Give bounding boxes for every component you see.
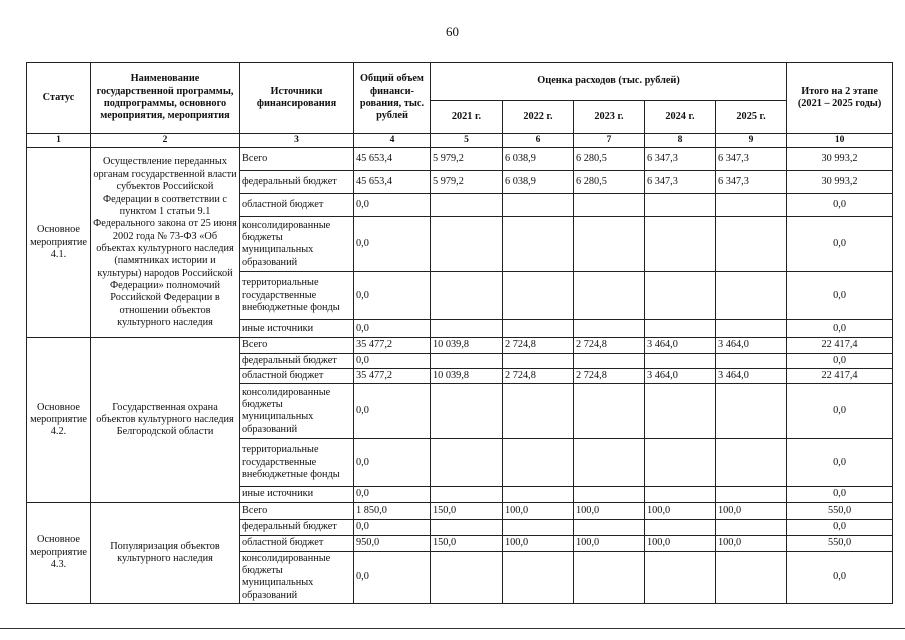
year-value-cell bbox=[431, 320, 503, 338]
funding-source-cell: Всего bbox=[240, 502, 354, 519]
total-volume-cell: 0,0 bbox=[354, 353, 431, 368]
year-value-cell: 100,0 bbox=[574, 502, 645, 519]
year-value-cell bbox=[503, 384, 574, 439]
year-value-cell bbox=[716, 519, 787, 535]
funding-source-cell: Всего bbox=[240, 338, 354, 353]
year-value-cell bbox=[574, 439, 645, 487]
year-value-cell bbox=[574, 487, 645, 502]
year-value-cell bbox=[574, 519, 645, 535]
itogo-value-cell: 0,0 bbox=[787, 217, 893, 272]
year-value-cell bbox=[431, 194, 503, 217]
year-value-cell bbox=[645, 439, 716, 487]
itogo-value-cell: 30 993,2 bbox=[787, 171, 893, 194]
year-value-cell bbox=[503, 353, 574, 368]
total-volume-cell: 0,0 bbox=[354, 519, 431, 535]
itogo-value-cell: 22 417,4 bbox=[787, 369, 893, 384]
year-value-cell: 3 464,0 bbox=[716, 338, 787, 353]
year-value-cell bbox=[503, 194, 574, 217]
funding-source-cell: федеральный бюджет bbox=[240, 519, 354, 535]
year-value-cell bbox=[716, 384, 787, 439]
total-volume-cell: 45 653,4 bbox=[354, 171, 431, 194]
year-value-cell bbox=[716, 217, 787, 272]
column-number: 2 bbox=[91, 134, 240, 148]
column-number: 10 bbox=[787, 134, 893, 148]
year-value-cell bbox=[716, 353, 787, 368]
column-number: 6 bbox=[503, 134, 574, 148]
year-value-cell bbox=[503, 439, 574, 487]
table-row bbox=[27, 502, 893, 519]
header-estimate: Оценка расходов (тыс. рублей) bbox=[431, 63, 787, 101]
itogo-value-cell: 0,0 bbox=[787, 439, 893, 487]
year-value-cell bbox=[503, 217, 574, 272]
year-value-cell: 2 724,8 bbox=[503, 369, 574, 384]
year-value-cell bbox=[503, 320, 574, 338]
itogo-value-cell: 0,0 bbox=[787, 551, 893, 603]
year-value-cell bbox=[574, 353, 645, 368]
total-volume-cell: 0,0 bbox=[354, 194, 431, 217]
year-value-cell bbox=[574, 551, 645, 603]
header-total-volume: Общий объем финанси-рования, тыс. рублей bbox=[354, 63, 431, 134]
total-volume-cell: 0,0 bbox=[354, 384, 431, 439]
year-value-cell bbox=[574, 384, 645, 439]
year-value-cell: 6 347,3 bbox=[716, 171, 787, 194]
year-value-cell: 100,0 bbox=[645, 502, 716, 519]
year-value-cell bbox=[645, 217, 716, 272]
year-value-cell: 6 347,3 bbox=[716, 148, 787, 171]
program-name-cell: Государственная охрана объектов культурного наследия Белгородской области bbox=[91, 338, 240, 502]
bottom-divider bbox=[0, 628, 905, 629]
table-body bbox=[27, 148, 893, 604]
program-name-cell: Осуществление переданных органам государственной власти субъектов Российской Федерации в соответствии с пунктом 1 статьи 9.1 Федерального закона от 25 июня 2002 года № 73-ФЗ «Об объектах культурного наследия (памятниках истории и культуры) народов Российской Федерации» полномочий Российской Федерации в отношении объектов культурного наследия bbox=[91, 148, 240, 338]
budget-table bbox=[26, 62, 893, 604]
year-value-cell bbox=[431, 353, 503, 368]
year-value-cell: 6 038,9 bbox=[503, 171, 574, 194]
year-value-cell bbox=[645, 194, 716, 217]
itogo-value-cell: 0,0 bbox=[787, 194, 893, 217]
itogo-value-cell: 0,0 bbox=[787, 487, 893, 502]
column-number: 7 bbox=[574, 134, 645, 148]
page-number: 60 bbox=[446, 24, 459, 39]
year-value-cell bbox=[716, 272, 787, 320]
year-value-cell: 3 464,0 bbox=[645, 369, 716, 384]
itogo-value-cell: 22 417,4 bbox=[787, 338, 893, 353]
year-value-cell bbox=[574, 194, 645, 217]
total-volume-cell: 0,0 bbox=[354, 272, 431, 320]
year-value-cell: 150,0 bbox=[431, 502, 503, 519]
status-cell: Основное мероприятие 4.1. bbox=[27, 148, 91, 338]
program-name-cell: Популяризация объектов культурного наследия bbox=[91, 502, 240, 603]
year-value-cell bbox=[716, 551, 787, 603]
year-value-cell: 6 347,3 bbox=[645, 171, 716, 194]
funding-source-cell: иные источники bbox=[240, 487, 354, 502]
year-value-cell bbox=[503, 487, 574, 502]
table-row bbox=[27, 338, 893, 353]
header-itogo: Итого на 2 этапе (2021 – 2025 годы) bbox=[787, 63, 893, 134]
header-status: Статус bbox=[27, 63, 91, 134]
total-volume-cell: 35 477,2 bbox=[354, 338, 431, 353]
year-value-cell: 6 280,5 bbox=[574, 148, 645, 171]
year-value-cell bbox=[645, 551, 716, 603]
itogo-value-cell: 550,0 bbox=[787, 502, 893, 519]
year-value-cell bbox=[645, 487, 716, 502]
year-value-cell bbox=[574, 320, 645, 338]
year-value-cell bbox=[431, 551, 503, 603]
header-year: 2023 г. bbox=[574, 101, 645, 134]
total-volume-cell: 35 477,2 bbox=[354, 369, 431, 384]
year-value-cell: 6 347,3 bbox=[645, 148, 716, 171]
funding-source-cell: областной бюджет bbox=[240, 194, 354, 217]
year-value-cell bbox=[431, 384, 503, 439]
itogo-value-cell: 0,0 bbox=[787, 519, 893, 535]
year-value-cell: 2 724,8 bbox=[503, 338, 574, 353]
funding-source-cell: иные источники bbox=[240, 320, 354, 338]
year-value-cell: 100,0 bbox=[574, 535, 645, 551]
year-value-cell bbox=[645, 320, 716, 338]
year-value-cell bbox=[716, 439, 787, 487]
total-volume-cell: 0,0 bbox=[354, 217, 431, 272]
year-value-cell: 100,0 bbox=[645, 535, 716, 551]
column-number: 4 bbox=[354, 134, 431, 148]
year-value-cell bbox=[716, 320, 787, 338]
year-value-cell bbox=[431, 439, 503, 487]
total-volume-cell: 0,0 bbox=[354, 320, 431, 338]
itogo-value-cell: 550,0 bbox=[787, 535, 893, 551]
funding-source-cell: областной бюджет bbox=[240, 535, 354, 551]
funding-source-cell: федеральный бюджет bbox=[240, 353, 354, 368]
header-year: 2022 г. bbox=[503, 101, 574, 134]
year-value-cell: 6 038,9 bbox=[503, 148, 574, 171]
total-volume-cell: 0,0 bbox=[354, 487, 431, 502]
year-value-cell: 3 464,0 bbox=[645, 338, 716, 353]
header-year: 2024 г. bbox=[645, 101, 716, 134]
funding-source-cell: консолидированные бюджеты муниципальных образований bbox=[240, 551, 354, 603]
column-number-row bbox=[27, 134, 893, 148]
itogo-value-cell: 0,0 bbox=[787, 272, 893, 320]
funding-source-cell: территориальные государственные внебюджетные фонды bbox=[240, 272, 354, 320]
year-value-cell bbox=[645, 353, 716, 368]
column-number: 1 bbox=[27, 134, 91, 148]
year-value-cell bbox=[574, 272, 645, 320]
itogo-value-cell: 30 993,2 bbox=[787, 148, 893, 171]
year-value-cell: 10 039,8 bbox=[431, 338, 503, 353]
year-value-cell bbox=[645, 384, 716, 439]
column-number: 3 bbox=[240, 134, 354, 148]
itogo-value-cell: 0,0 bbox=[787, 384, 893, 439]
header-year: 2025 г. bbox=[716, 101, 787, 134]
year-value-cell bbox=[431, 487, 503, 502]
funding-source-cell: консолидированные бюджеты муниципальных образований bbox=[240, 384, 354, 439]
year-value-cell: 5 979,2 bbox=[431, 171, 503, 194]
status-cell: Основное мероприятие 4.3. bbox=[27, 502, 91, 603]
header-program: Наименование государственной программы, подпрограммы, основного мероприятия, мероприятия bbox=[91, 63, 240, 134]
funding-source-cell: территориальные государственные внебюджетные фонды bbox=[240, 439, 354, 487]
year-value-cell bbox=[431, 272, 503, 320]
funding-source-cell: консолидированные бюджеты муниципальных образований bbox=[240, 217, 354, 272]
year-value-cell: 5 979,2 bbox=[431, 148, 503, 171]
column-number: 5 bbox=[431, 134, 503, 148]
header-sources: Источники финансирования bbox=[240, 63, 354, 134]
year-value-cell bbox=[431, 217, 503, 272]
year-value-cell: 100,0 bbox=[503, 535, 574, 551]
total-volume-cell: 0,0 bbox=[354, 551, 431, 603]
year-value-cell bbox=[503, 551, 574, 603]
year-value-cell: 10 039,8 bbox=[431, 369, 503, 384]
year-value-cell bbox=[716, 194, 787, 217]
table-row bbox=[27, 148, 893, 171]
column-number: 8 bbox=[645, 134, 716, 148]
year-value-cell: 2 724,8 bbox=[574, 338, 645, 353]
year-value-cell bbox=[574, 217, 645, 272]
year-value-cell bbox=[431, 519, 503, 535]
total-volume-cell: 45 653,4 bbox=[354, 148, 431, 171]
total-volume-cell: 1 850,0 bbox=[354, 502, 431, 519]
funding-source-cell: Всего bbox=[240, 148, 354, 171]
table-header bbox=[27, 63, 893, 148]
year-value-cell bbox=[645, 519, 716, 535]
year-value-cell bbox=[716, 487, 787, 502]
itogo-value-cell: 0,0 bbox=[787, 320, 893, 338]
year-value-cell bbox=[503, 272, 574, 320]
year-value-cell: 100,0 bbox=[503, 502, 574, 519]
year-value-cell bbox=[645, 272, 716, 320]
total-volume-cell: 0,0 bbox=[354, 439, 431, 487]
itogo-value-cell: 0,0 bbox=[787, 353, 893, 368]
year-value-cell: 6 280,5 bbox=[574, 171, 645, 194]
funding-source-cell: федеральный бюджет bbox=[240, 171, 354, 194]
column-number: 9 bbox=[716, 134, 787, 148]
year-value-cell: 3 464,0 bbox=[716, 369, 787, 384]
year-value-cell: 100,0 bbox=[716, 535, 787, 551]
year-value-cell bbox=[503, 519, 574, 535]
status-cell: Основное мероприятие 4.2. bbox=[27, 338, 91, 502]
funding-source-cell: областной бюджет bbox=[240, 369, 354, 384]
header-year: 2021 г. bbox=[431, 101, 503, 134]
year-value-cell: 100,0 bbox=[716, 502, 787, 519]
year-value-cell: 150,0 bbox=[431, 535, 503, 551]
year-value-cell: 2 724,8 bbox=[574, 369, 645, 384]
total-volume-cell: 950,0 bbox=[354, 535, 431, 551]
